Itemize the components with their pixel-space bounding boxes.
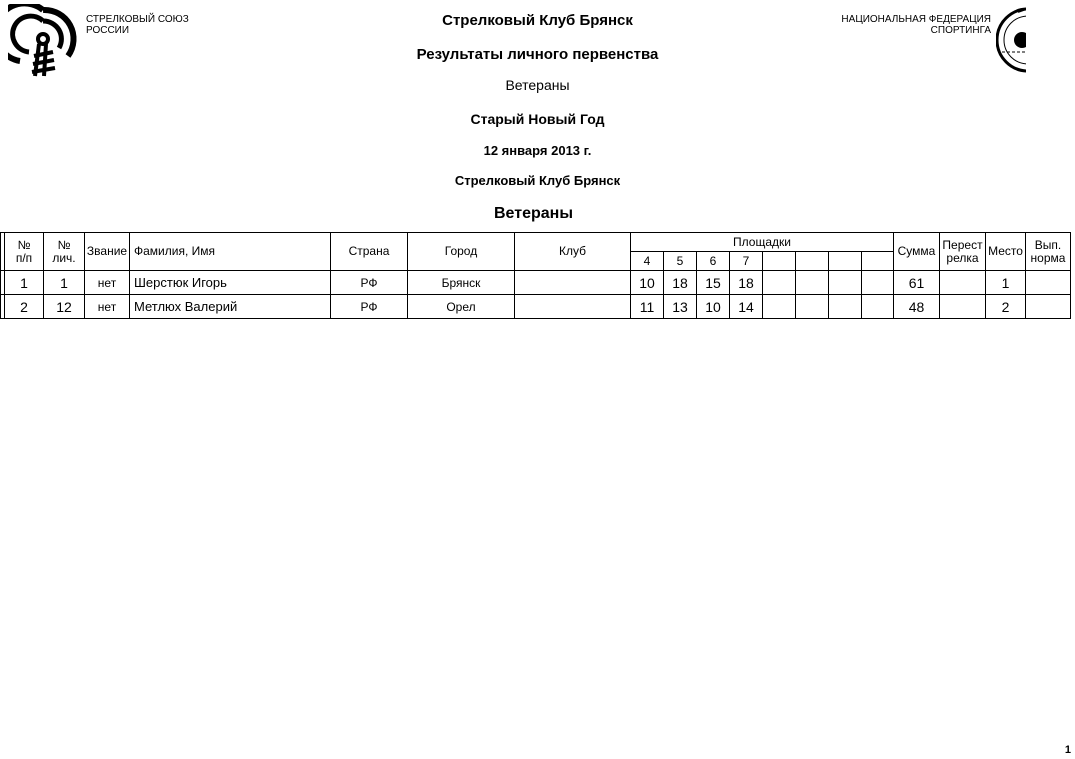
col-header-norm-line2: норма bbox=[1030, 250, 1066, 265]
cell-city: Орел bbox=[408, 295, 515, 319]
col-header-place: Место bbox=[986, 233, 1026, 271]
cell-score bbox=[862, 295, 894, 319]
col-header-country: Страна bbox=[331, 233, 408, 271]
col-header-license-line1: № bbox=[57, 237, 71, 252]
col-header-total: Сумма bbox=[894, 233, 940, 271]
station-number: 7 bbox=[730, 252, 763, 271]
col-header-club: Клуб bbox=[515, 233, 631, 271]
station-number bbox=[829, 252, 862, 271]
station-number bbox=[763, 252, 796, 271]
event-date: 12 января 2013 г. bbox=[483, 143, 592, 158]
cell-name: Шерстюк Игорь bbox=[130, 271, 331, 295]
cell-norm bbox=[1026, 271, 1071, 295]
page-number: 1 bbox=[1064, 744, 1071, 756]
col-header-no-line2: п/п bbox=[15, 250, 33, 265]
org-right-line2: СПОРТИНГА bbox=[930, 25, 991, 36]
results-table bbox=[0, 232, 1071, 319]
host-club: Стрелковый Клуб Брянск bbox=[454, 173, 621, 188]
cell-no: 1 bbox=[5, 271, 44, 295]
cell-license: 1 bbox=[44, 271, 85, 295]
cell-score bbox=[829, 295, 862, 319]
col-header-rank: Звание bbox=[85, 233, 130, 271]
cell-score: 13 bbox=[664, 295, 697, 319]
cell-place: 1 bbox=[986, 271, 1026, 295]
cell-score bbox=[763, 271, 796, 295]
cell-score bbox=[796, 271, 829, 295]
col-header-license bbox=[44, 233, 85, 271]
org-right-line1: НАЦИОНАЛЬНАЯ ФЕДЕРАЦИЯ bbox=[841, 14, 991, 25]
cell-shootoff bbox=[940, 295, 986, 319]
cell-norm bbox=[1026, 295, 1071, 319]
cell-score: 18 bbox=[664, 271, 697, 295]
cell-country: РФ bbox=[331, 271, 408, 295]
cell-rank: нет bbox=[85, 271, 130, 295]
results-title: Результаты личного первенства bbox=[416, 46, 659, 63]
station-number: 4 bbox=[631, 252, 664, 271]
category-subtitle: Ветераны bbox=[505, 77, 570, 93]
cell-rank: нет bbox=[85, 295, 130, 319]
cell-no: 2 bbox=[5, 295, 44, 319]
cell-score bbox=[763, 295, 796, 319]
col-header-license-line2: лич. bbox=[52, 250, 76, 265]
cell-place: 2 bbox=[986, 295, 1026, 319]
station-number: 5 bbox=[664, 252, 697, 271]
cell-total: 48 bbox=[894, 295, 940, 319]
col-header-norm bbox=[1026, 233, 1071, 271]
cell-club bbox=[515, 295, 631, 319]
org-left-line2: РОССИИ bbox=[86, 25, 130, 36]
cell-score bbox=[796, 295, 829, 319]
cell-country: РФ bbox=[331, 295, 408, 319]
table-row bbox=[1, 271, 1071, 295]
section-title: Ветераны bbox=[494, 205, 573, 222]
table-row bbox=[1, 295, 1071, 319]
cell-club bbox=[515, 271, 631, 295]
cell-total: 61 bbox=[894, 271, 940, 295]
cell-score: 11 bbox=[631, 295, 664, 319]
cell-score: 18 bbox=[730, 271, 763, 295]
col-header-norm-line1: Вып. bbox=[1034, 237, 1062, 252]
col-header-name: Фамилия, Имя bbox=[130, 233, 331, 271]
cell-score: 10 bbox=[697, 295, 730, 319]
cell-shootoff bbox=[940, 271, 986, 295]
cell-score bbox=[862, 271, 894, 295]
station-number bbox=[796, 252, 829, 271]
col-header-shootoff-line1: Перест bbox=[942, 237, 983, 252]
cell-name: Метлюх Валерий bbox=[130, 295, 331, 319]
col-header-stations: Площадки bbox=[631, 233, 894, 252]
col-header-shootoff-line2: релка bbox=[946, 250, 979, 265]
cell-score: 10 bbox=[631, 271, 664, 295]
org-left-line1: СТРЕЛКОВЫЙ СОЮЗ bbox=[86, 14, 189, 25]
cell-license: 12 bbox=[44, 295, 85, 319]
club-title: Стрелковый Клуб Брянск bbox=[442, 12, 633, 29]
event-name: Старый Новый Год bbox=[470, 111, 605, 127]
cell-score: 15 bbox=[697, 271, 730, 295]
col-header-city: Город bbox=[408, 233, 515, 271]
station-number: 6 bbox=[697, 252, 730, 271]
col-header-shootoff bbox=[940, 233, 986, 271]
cell-city: Брянск bbox=[408, 271, 515, 295]
col-header-no bbox=[5, 233, 44, 271]
cell-score bbox=[829, 271, 862, 295]
cell-score: 14 bbox=[730, 295, 763, 319]
col-header-no-line1: № bbox=[17, 237, 31, 252]
station-number bbox=[862, 252, 894, 271]
